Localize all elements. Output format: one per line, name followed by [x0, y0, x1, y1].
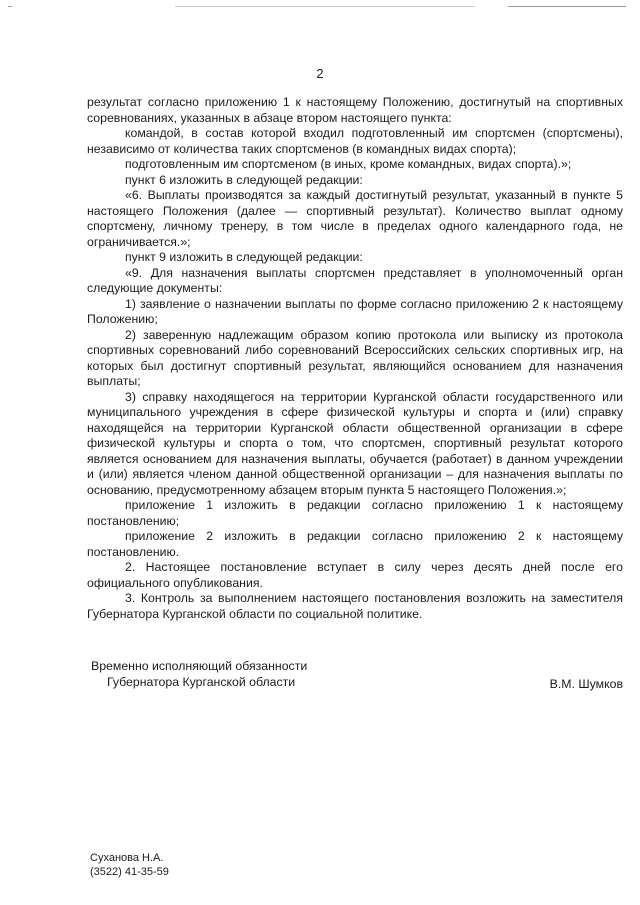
paragraph: приложение 1 изложить в редакции согласно приложению 1 к настоящему постановлению; [87, 498, 623, 528]
paragraph: 2) заверенную надлежащим образом копию протокола или выписку из протокола спортивных соревнований либо соревнований Всероссийских сельских спортивных игр, на которых был достигнут спортивный результат, являющийся основанием для назначения выплаты; [87, 327, 623, 388]
paragraph: приложение 2 изложить в редакции согласно приложению 2 к настоящему постановлению. [87, 529, 623, 559]
executor-phone: (3522) 41-35-59 [90, 866, 169, 878]
executor-name: Суханова Н.А. [90, 852, 164, 864]
paragraph: результат согласно приложению 1 к настоящему Положению, достигнутый на спортивных соревнованиях, указанных в абзаце втором настоящего пункта: [87, 95, 623, 125]
scan-artifact-line [8, 6, 12, 7]
signatory-name: В.М. Шумков [549, 677, 623, 691]
paragraph: «9. Для назначения выплаты спортсмен представляет в уполномоченный орган следующие документы: [87, 265, 623, 295]
paragraph: «6. Выплаты производятся за каждый достигнутый результат, указанный в пункте 5 настоящего Положения (далее — спортивный результат). Количество выплат одному спортсмену, личному тренеру, в том числе в пределах одного календарного года, не ограничивается.»; [87, 188, 623, 249]
paragraph: 1) заявление о назначении выплаты по форме согласно приложению 2 к настоящему Положению; [87, 296, 623, 326]
scan-artifact-line [508, 6, 626, 7]
paragraph: подготовленным им спортсменом (в иных, кроме командных, видах спорта).»; [125, 157, 572, 171]
signatory-title: Временно исполняющий обязанности [91, 659, 308, 673]
document-body [87, 95, 623, 622]
signatory-title: Губернатора Курганской области [107, 675, 296, 689]
paragraph: пункт 6 изложить в следующей редакции: [125, 172, 363, 187]
scan-artifact-line [175, 6, 475, 7]
executor-block [90, 851, 169, 879]
paragraph: 2. Настоящее постановление вступает в силу через десять дней после его официального опубликования. [87, 560, 623, 590]
paragraph: пункт 9 изложить в следующей редакции: [125, 250, 363, 264]
paragraph: 3) справку находящегося на территории Курганской области государственного или муниципального учреждения в сфере физической культуры и спорта и (или) справку находящейся на территории Курганской области общественной организации в сфере физической культуры и спорта о том, что спортсмен, спортивный результат которого является основанием для назначения выплаты, обучается (работает) в данном учреждении и (или) является членом данной общественной организации – для назначения выплаты по основанию, предусмотренному абзацем вторым пункта 5 настоящего Положения.»; [87, 389, 623, 497]
paragraph: 3. Контроль за выполнением настоящего постановления возложить на заместителя Губернатора Курганской области по социальной политике. [87, 591, 623, 621]
paragraph: командой, в состав которой входил подготовленный им спортсмен (спортсмены), независимо от количества таких спортсменов (в командных видах спорта); [87, 126, 623, 156]
page-number: 2 [316, 66, 324, 81]
